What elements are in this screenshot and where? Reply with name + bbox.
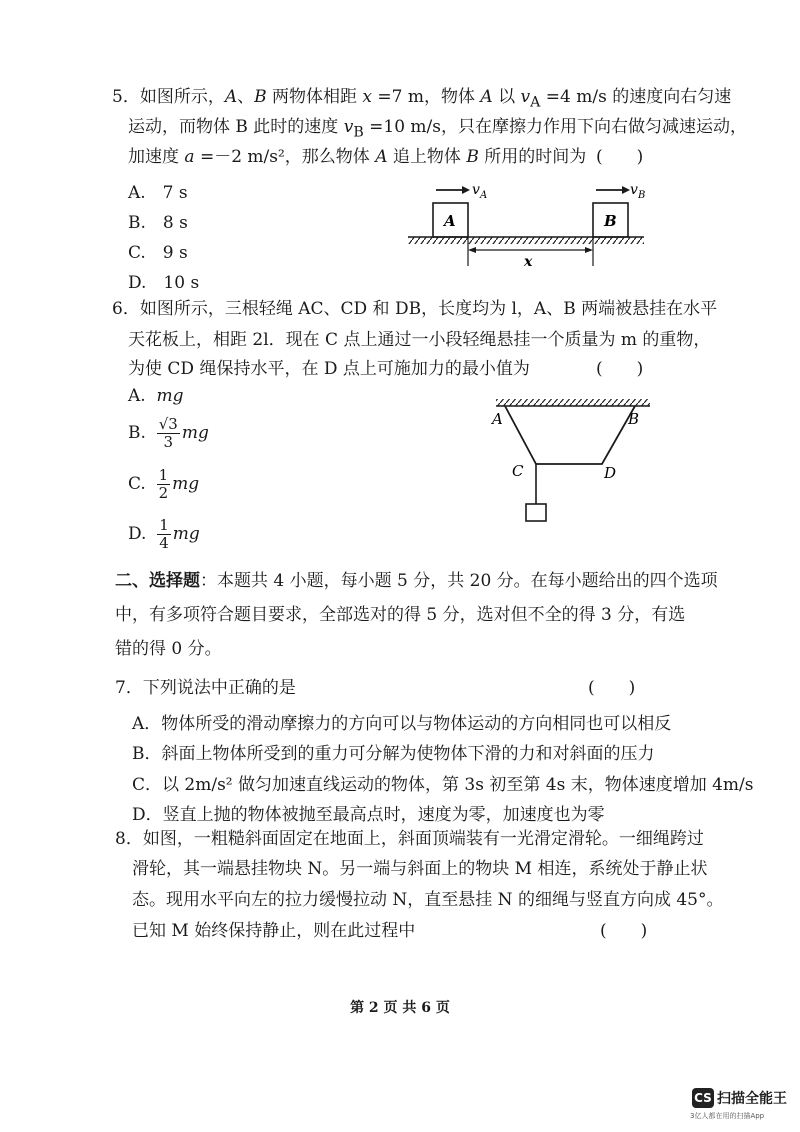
- option-value: mg: [172, 524, 200, 544]
- cs-logo-icon: CS: [692, 1088, 714, 1108]
- q6-option-b: [128, 416, 209, 451]
- block-a-label: A: [444, 212, 456, 230]
- q7-option-d: D．竖直上抛的物体被抛至最高点时，速度为零，加速度也为零: [132, 805, 605, 825]
- q7-option-b: B．斜面上物体所受到的重力可分解为使物体下滑的力和对斜面的压力: [132, 744, 655, 764]
- q6-rope-diagram: [488, 396, 658, 528]
- q5-option-c: C. 9 s: [128, 243, 188, 263]
- q8-line-2: 滑轮，其一端悬挂物块 N。另一端与斜面上的物块 M 相连，系统处于静止状: [132, 859, 708, 879]
- numerator: 1: [158, 466, 169, 484]
- ground-hatch: [408, 237, 644, 244]
- q5-text: 、: [237, 87, 255, 107]
- q5-text: 所用的时间为: [478, 147, 587, 167]
- q5-option-d: D. 10 s: [128, 273, 200, 293]
- q5-text: =－2 m/s²，那么物体: [194, 147, 376, 167]
- q5-option-a: A. 7 s: [128, 183, 188, 203]
- q6-option-c: [128, 467, 199, 502]
- distance-label: x: [524, 254, 533, 270]
- q5-text: 以: [492, 87, 521, 107]
- q7-option-c: C．以 2m/s² 做匀加速直线运动的物体，第 3s 初至第 4s 末，物体速度增加 4m/s: [132, 775, 754, 795]
- label-vb: v: [630, 182, 638, 198]
- weight-block: [526, 504, 546, 521]
- label-vb-sub: B: [638, 190, 646, 201]
- var-b: B: [254, 87, 267, 107]
- var-v: v: [343, 117, 354, 137]
- option-label: B.: [128, 423, 146, 443]
- label-va-sub: A: [480, 190, 488, 201]
- section2-line-1: [115, 570, 718, 592]
- page-number: 第 2 页 共 6 页: [350, 1000, 450, 1016]
- section-title: 二、选择题: [115, 571, 200, 591]
- q7-line-1: 7．下列说法中正确的是: [115, 678, 296, 698]
- point-a-label: A: [492, 410, 503, 428]
- option-value: mg: [156, 386, 184, 406]
- numerator: √3: [158, 415, 178, 433]
- q5-text: 运动，而物体 B 此时的速度: [128, 117, 344, 137]
- q7-answer-bracket: ( ): [588, 678, 636, 698]
- q5-option-b: B. 8 s: [128, 213, 188, 233]
- q5-line-1: [112, 86, 731, 113]
- scanner-app-name: 扫描全能王: [717, 1090, 787, 1107]
- denominator: 4: [159, 534, 169, 552]
- var-a: A: [480, 87, 493, 107]
- subscript: B: [353, 124, 364, 141]
- q8-line-4: 已知 M 始终保持静止，则在此过程中: [132, 921, 416, 941]
- arrow-left-icon: [468, 247, 476, 253]
- q5-text: =4 m/s 的速度向右匀速: [540, 87, 732, 107]
- option-value: mg: [172, 474, 200, 494]
- section-text: ：本题共 4 小题，每小题 5 分，共 20 分。在每小题给出的四个选项: [200, 571, 718, 591]
- point-c-label: C: [512, 462, 524, 480]
- q5-text: 追上物体: [387, 147, 467, 167]
- arrow-right-icon: [585, 247, 593, 253]
- q5-text: =10 m/s，只在摩擦力作用下向右做匀减速运动，: [363, 117, 747, 137]
- fraction: [157, 517, 171, 552]
- q5-motion-diagram: [400, 176, 650, 276]
- var-a: a: [184, 147, 195, 167]
- option-label: D.: [128, 524, 147, 544]
- q8-line-3: 态。现用水平向左的拉力缓慢拉动 N，直至悬挂 N 的细绳与竖直方向成 45°。: [132, 890, 724, 910]
- point-d-label: D: [604, 464, 617, 482]
- q6-option-d: [128, 517, 200, 552]
- option-value: mg: [181, 423, 209, 443]
- q5-answer-bracket: ( ): [596, 147, 644, 167]
- arrow-head-icon: [462, 186, 470, 194]
- q8-line-1: 8．如图，一粗糙斜面固定在地面上，斜面顶端装有一光滑定滑轮。一细绳跨过: [115, 829, 704, 849]
- q6-answer-bracket: ( ): [596, 359, 644, 379]
- block-b-label: B: [604, 212, 617, 230]
- var-b: B: [466, 147, 479, 167]
- subscript: A: [530, 94, 541, 111]
- denominator: 3: [163, 433, 174, 451]
- q8-answer-bracket: ( ): [600, 921, 648, 941]
- fraction: [157, 467, 171, 502]
- q5-line-3: [128, 146, 586, 168]
- q6-line-1: 6．如图所示，三根轻绳 AC、CD 和 DB，长度均为 l，A、B 两端被悬挂在水平: [112, 299, 718, 319]
- denominator: 2: [158, 484, 169, 502]
- point-b-label: B: [628, 410, 640, 428]
- q5-text: =7 m，物体: [372, 87, 481, 107]
- q5-text: 5．如图所示，: [112, 87, 225, 107]
- q6-option-a: [128, 386, 184, 406]
- scanner-logo: [692, 1087, 787, 1108]
- ropes: [505, 406, 635, 464]
- label-va: v: [472, 182, 480, 198]
- q7-option-a: A．物体所受的滑动摩擦力的方向可以与物体运动的方向相同也可以相反: [132, 714, 672, 734]
- numerator: 1: [159, 516, 169, 534]
- var-v: v: [520, 87, 531, 107]
- ceiling-hatch: [496, 399, 650, 406]
- arrow-head-icon: [622, 186, 630, 194]
- q6-line-3: 为使 CD 绳保持水平，在 D 点上可施加力的最小值为: [128, 359, 530, 379]
- scanner-tagline: 3亿人都在用的扫描App: [690, 1112, 765, 1120]
- q5-line-2: [128, 116, 747, 143]
- q5-text: 加速度: [128, 147, 185, 167]
- var-a: A: [375, 147, 388, 167]
- q5-text: 两物体相距: [266, 87, 363, 107]
- fraction: [157, 416, 180, 451]
- var-x: x: [362, 87, 373, 107]
- option-label: A.: [128, 386, 146, 406]
- section2-line-2: 中，有多项符合题目要求，全部选对的得 5 分，选对但不全的得 3 分，有选: [115, 605, 686, 625]
- var-a: A: [224, 87, 238, 107]
- section2-line-3: 错的得 0 分。: [115, 639, 222, 659]
- option-label: C.: [128, 474, 146, 494]
- q6-line-2: 天花板上，相距 2l．现在 C 点上通过一小段轻绳悬挂一个质量为 m 的重物，: [128, 330, 711, 350]
